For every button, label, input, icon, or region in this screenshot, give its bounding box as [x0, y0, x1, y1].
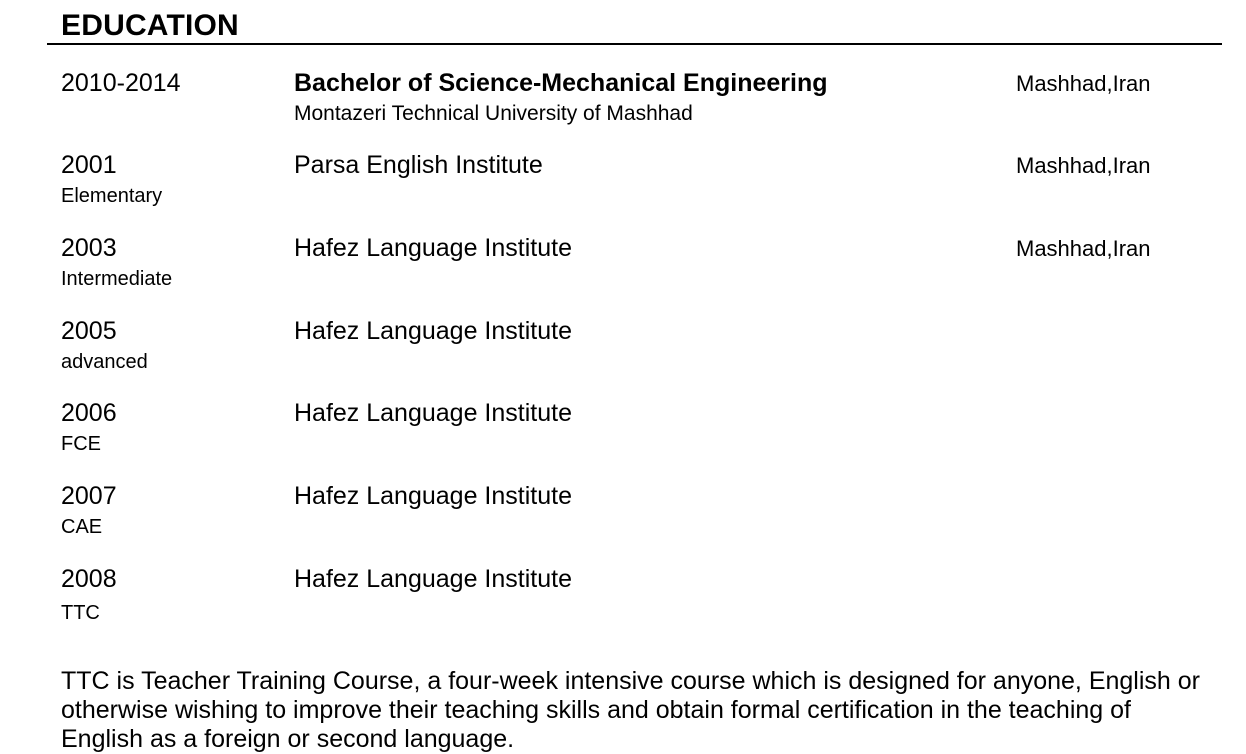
entry-institution: Hafez Language Institute	[294, 565, 572, 593]
education-entry-2003	[0, 233, 1246, 303]
entry-date: 2001	[61, 151, 117, 179]
education-entry-2001	[0, 150, 1246, 220]
entry-date: 2006	[61, 399, 117, 427]
entry-date: 2005	[61, 317, 117, 345]
education-entry-2006	[0, 398, 1246, 468]
entry-university: Montazeri Technical University of Mashhad	[294, 102, 693, 125]
ttc-note-paragraph: TTC is Teacher Training Course, a four-week intensive course which is designed for anyone, English or otherwise wishing to improve their teaching skills and obtain formal certification in the teaching of English as a foreign or second language.	[61, 667, 1200, 753]
entry-institution: Parsa English Institute	[294, 151, 543, 179]
entry-location: Mashhad,Iran	[1016, 153, 1151, 178]
entry-location: Mashhad,Iran	[1016, 236, 1151, 261]
entry-date: 2007	[61, 482, 117, 510]
entry-level: CAE	[61, 516, 103, 538]
entry-institution: Hafez Language Institute	[294, 482, 572, 510]
section-title: EDUCATION	[61, 9, 239, 42]
education-entry-2008	[0, 564, 1246, 634]
education-entry-bachelor	[0, 68, 1246, 138]
entry-location: Mashhad,Iran	[1016, 71, 1151, 96]
entry-institution: Hafez Language Institute	[294, 234, 572, 262]
entry-date: 2003	[61, 234, 117, 262]
education-entry-2007	[0, 481, 1246, 551]
entry-level: FCE	[61, 433, 101, 455]
entry-degree: Bachelor of Science-Mechanical Engineering	[294, 69, 828, 97]
entry-institution: Hafez Language Institute	[294, 399, 572, 427]
section-divider	[47, 43, 1222, 45]
entry-level: Intermediate	[61, 268, 173, 290]
entry-institution: Hafez Language Institute	[294, 317, 572, 345]
entry-level: TTC	[61, 602, 100, 624]
entry-date: 2008	[61, 565, 117, 593]
entry-date: 2010-2014	[61, 69, 181, 97]
entry-level: Elementary	[61, 185, 163, 207]
entry-level: advanced	[61, 351, 148, 373]
education-entry-2005	[0, 316, 1246, 386]
